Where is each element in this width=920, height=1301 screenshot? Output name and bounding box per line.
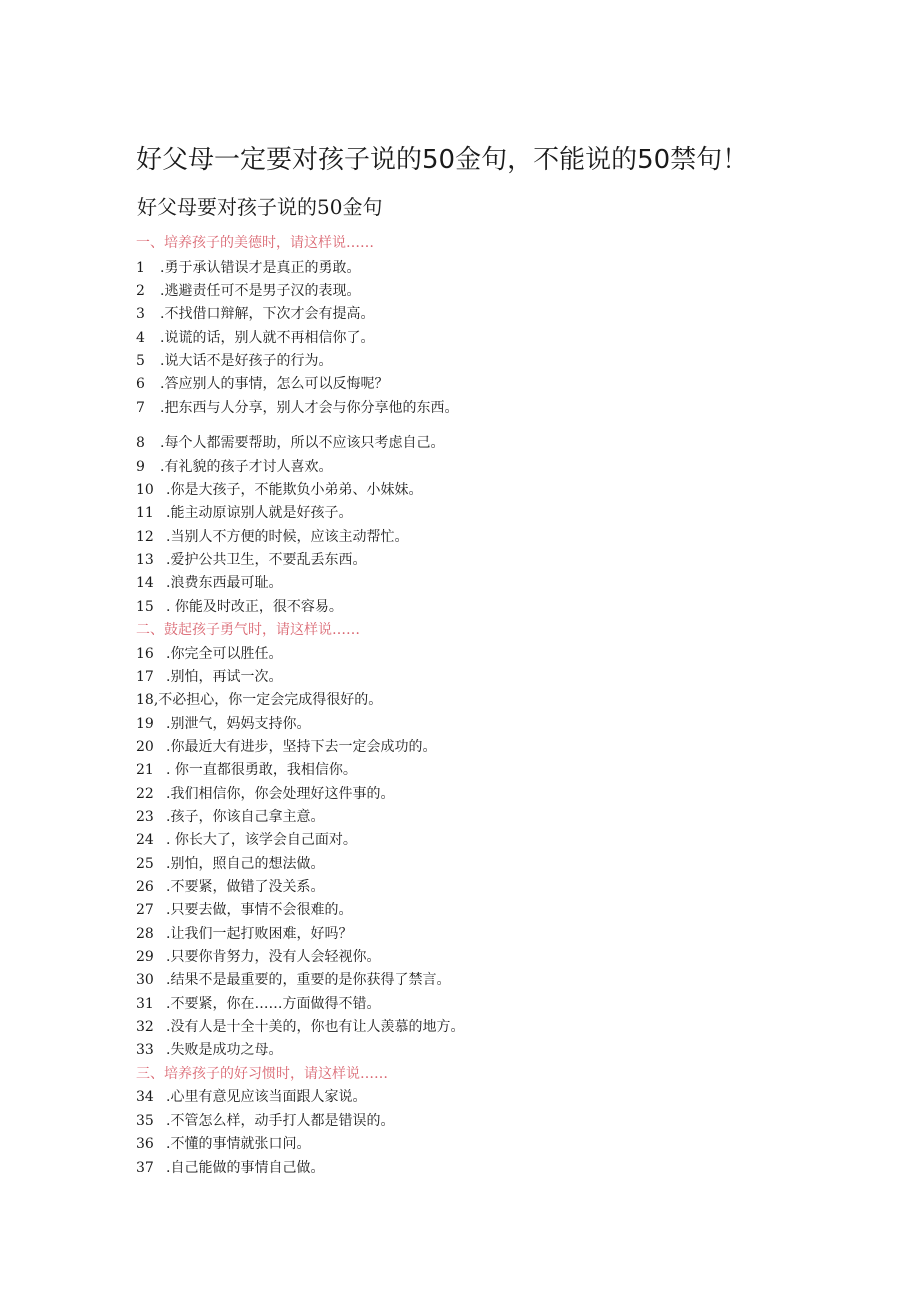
item-text: .每个人都需要帮助，所以不应该只考虑自己。: [160, 435, 445, 451]
item-number: 34: [136, 1089, 154, 1105]
item-text: .不要紧，做错了没关系。: [166, 879, 325, 895]
list-item: [136, 596, 343, 619]
list-item: [136, 806, 324, 829]
item-number: 15: [136, 599, 154, 615]
item-number: 5: [136, 353, 145, 369]
item-text: .勇于承认错误才是真正的勇敢。: [160, 260, 361, 276]
list-item: [136, 1039, 282, 1062]
item-number: 18,: [136, 692, 159, 708]
list-item: [136, 666, 282, 689]
item-text: .你完全可以胜任。: [166, 646, 283, 662]
item-number: 7: [136, 400, 145, 416]
item-text: .让我们一起打败困难，好吗？: [166, 926, 353, 942]
section-heading-courage: 二、鼓起孩子勇气时，请这样说……: [136, 622, 360, 638]
item-number: 19: [136, 716, 154, 732]
section-subtitle: 好父母要对孩子说的50金句: [137, 195, 383, 219]
item-text: .心里有意见应该当面跟人家说。: [166, 1089, 367, 1105]
item-number: 17: [136, 669, 154, 685]
item-number: 28: [136, 926, 154, 942]
item-number: 16: [136, 646, 154, 662]
item-text: .别泄气，妈妈支持你。: [166, 716, 311, 732]
item-text: .不管怎么样，动手打人都是错误的。: [166, 1113, 395, 1129]
section-heading-virtue: 一、培养孩子的美德时，请这样说……: [136, 235, 374, 251]
item-text: . 你长大了，该学会自己面对。: [166, 832, 357, 848]
item-number: 13: [136, 552, 154, 568]
item-text: .你是大孩子，不能欺负小弟弟、小妹妹。: [166, 482, 423, 498]
list-item: [136, 993, 380, 1016]
item-text: .把东西与人分享，别人才会与你分享他的东西。: [160, 400, 459, 416]
list-item: [136, 923, 352, 946]
item-number: 25: [136, 856, 154, 872]
item-number: 33: [136, 1042, 154, 1058]
item-number: 2: [136, 283, 145, 299]
list-item: [136, 502, 352, 525]
item-text: .浪费东西最可耻。: [166, 575, 283, 591]
item-text: .能主动原谅别人就是好孩子。: [166, 505, 353, 521]
list-item: [136, 280, 360, 303]
item-text: . 你一直都很勇敢，我相信你。: [166, 762, 357, 778]
list-item: [136, 643, 282, 666]
item-number: 1: [136, 260, 145, 276]
list-item: [136, 572, 282, 595]
list-item: [136, 1110, 394, 1133]
item-text: .逃避责任可不是男子汉的表现。: [160, 283, 361, 299]
item-text: .爱护公共卫生，不要乱丢东西。: [166, 552, 367, 568]
list-item: [136, 1133, 310, 1156]
item-number: 31: [136, 996, 154, 1012]
item-text: .别怕，再试一次。: [166, 669, 283, 685]
list-item: [136, 397, 458, 420]
item-number: 30: [136, 972, 154, 988]
item-text: .失败是成功之母。: [166, 1042, 283, 1058]
list-item: [136, 1086, 366, 1109]
item-number: 20: [136, 739, 154, 755]
item-number: 29: [136, 949, 154, 965]
list-item: [136, 1157, 324, 1180]
list-item: [136, 689, 382, 712]
item-text: .我们相信你，你会处理好这件事的。: [166, 786, 395, 802]
item-number: 35: [136, 1113, 154, 1129]
item-number: 9: [136, 459, 145, 475]
item-number: 23: [136, 809, 154, 825]
item-number: 3: [136, 306, 145, 322]
item-number: 11: [136, 505, 154, 521]
item-text: .说大话不是好孩子的行为。: [160, 353, 333, 369]
list-item: [136, 350, 332, 373]
item-number: 22: [136, 786, 154, 802]
item-text: .结果不是最重要的，重要的是你获得了禁言。: [166, 972, 451, 988]
list-item: [136, 303, 374, 326]
item-text: .不要紧，你在……方面做得不错。: [166, 996, 381, 1012]
list-item: [136, 1016, 464, 1039]
list-item: [136, 853, 324, 876]
item-text: 不必担心，你一定会完成得很好的。: [158, 692, 383, 708]
item-number: 21: [136, 762, 154, 778]
list-item: [136, 479, 422, 502]
item-number: 12: [136, 529, 154, 545]
item-number: 27: [136, 902, 154, 918]
item-number: 26: [136, 879, 154, 895]
item-number: 8: [136, 435, 145, 451]
list-item: [136, 899, 352, 922]
item-number: 10: [136, 482, 154, 498]
list-item: [136, 829, 357, 852]
list-item: [136, 759, 357, 782]
list-item: [136, 876, 324, 899]
item-text: .别怕，照自己的想法做。: [166, 856, 325, 872]
item-number: 6: [136, 376, 145, 392]
list-item: [136, 257, 360, 280]
item-number: 37: [136, 1160, 154, 1176]
page-title: 好父母一定要对孩子说的50金句，不能说的50禁句！: [136, 145, 749, 175]
item-text: .不找借口辩解，下次才会有提高。: [160, 306, 375, 322]
list-item: [136, 783, 394, 806]
list-item: [136, 327, 374, 350]
list-item: [136, 432, 444, 455]
item-number: 24: [136, 832, 154, 848]
item-text: .说谎的话，别人就不再相信你了。: [160, 330, 375, 346]
item-text: .只要你肯努力，没有人会轻视你。: [166, 949, 381, 965]
item-number: 36: [136, 1136, 154, 1152]
list-item: [136, 456, 332, 479]
item-text: .不懂的事情就张口问。: [166, 1136, 311, 1152]
item-text: .自己能做的事情自己做。: [166, 1160, 325, 1176]
list-item: [136, 946, 380, 969]
item-number: 4: [136, 330, 145, 346]
item-text: .有礼貌的孩子才讨人喜欢。: [160, 459, 333, 475]
list-item: [136, 373, 388, 396]
item-text: . 你能及时改正，很不容易。: [166, 599, 343, 615]
list-item: [136, 969, 450, 992]
item-text: .只要去做，事情不会很难的。: [166, 902, 353, 918]
item-text: .孩子，你该自己拿主意。: [166, 809, 325, 825]
item-text: .没有人是十全十美的，你也有让人羡慕的地方。: [166, 1019, 465, 1035]
item-text: .答应别人的事情，怎么可以反悔呢？: [160, 376, 389, 392]
list-item: [136, 526, 408, 549]
item-number: 32: [136, 1019, 154, 1035]
item-text: .当别人不方便的时候，应该主动帮忙。: [166, 529, 409, 545]
section-heading-habits: 三、培养孩子的好习惯时，请这样说……: [136, 1066, 388, 1082]
list-item: [136, 713, 310, 736]
item-number: 14: [136, 575, 154, 591]
list-item: [136, 549, 366, 572]
list-item: [136, 736, 436, 759]
item-text: .你最近大有进步，坚持下去一定会成功的。: [166, 739, 437, 755]
